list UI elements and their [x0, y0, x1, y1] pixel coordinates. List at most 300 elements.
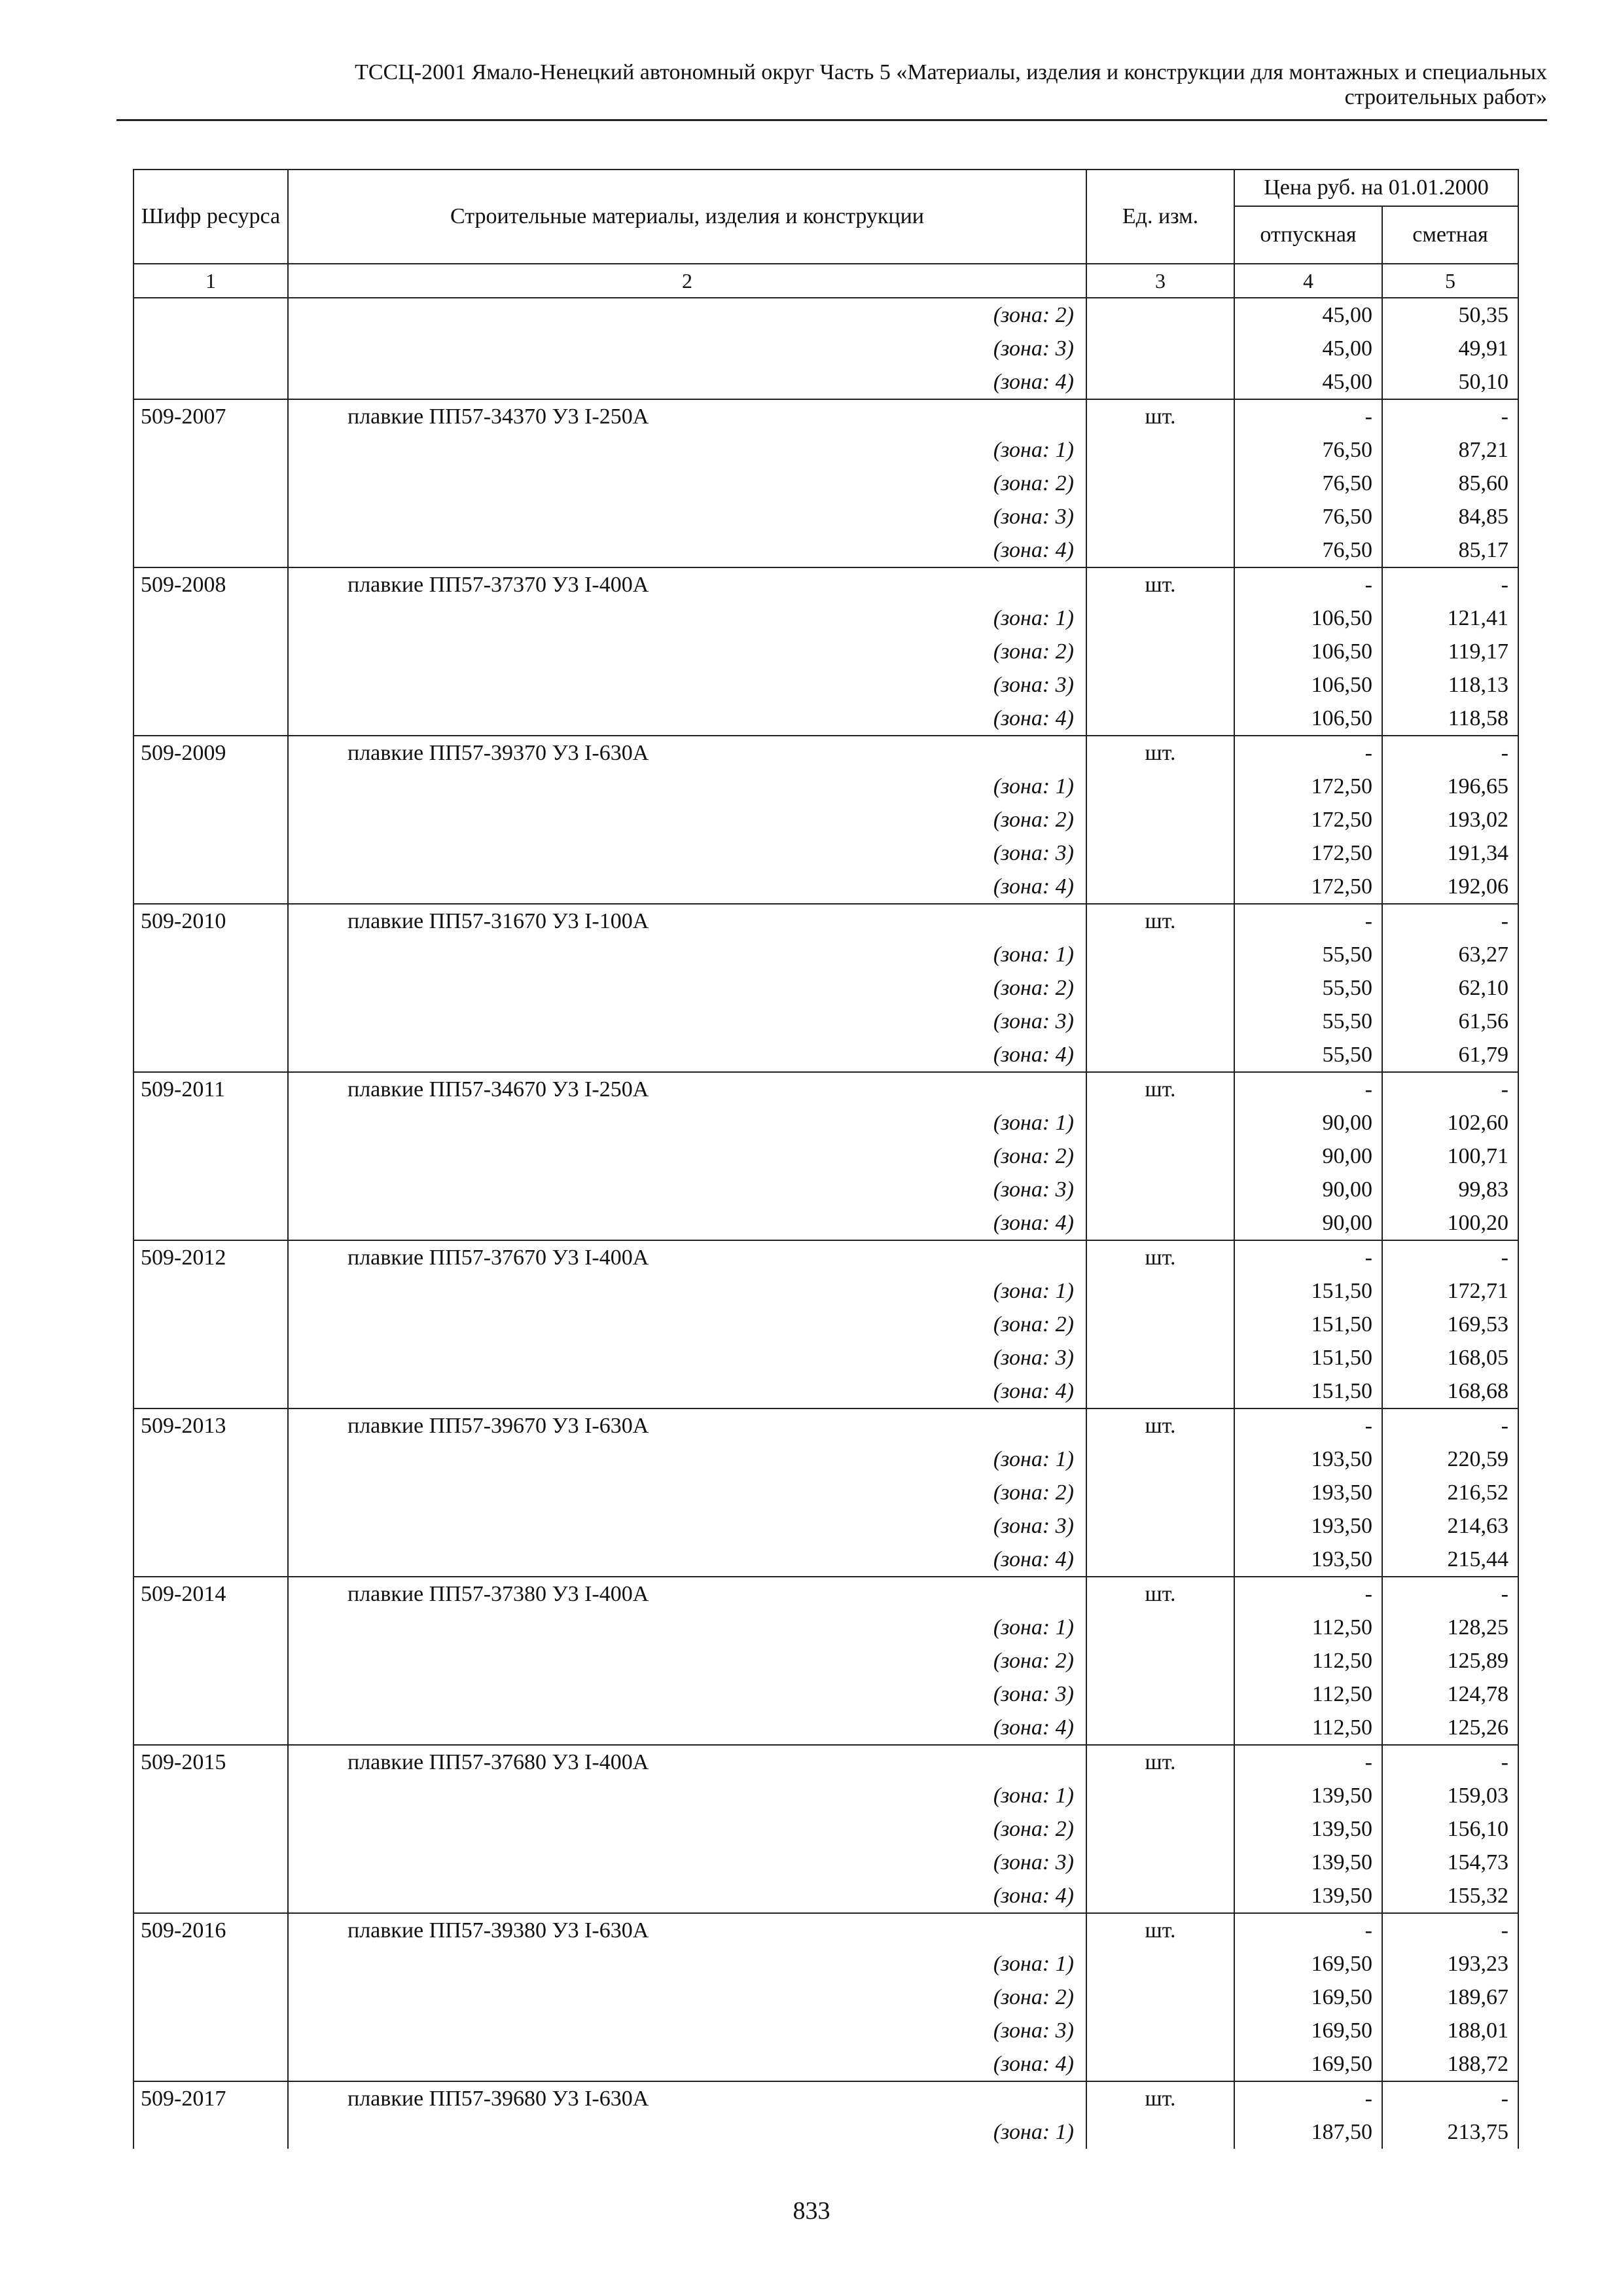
- cell-release-price: 76,50: [1234, 433, 1382, 467]
- table-row: [134, 1139, 1518, 1173]
- cell-code: [134, 1879, 288, 1913]
- cell-release-price: 169,50: [1234, 2014, 1382, 2047]
- cell-zone: (зона: 4): [288, 1038, 1086, 1072]
- cell-code: [134, 836, 288, 870]
- cell-zone: (зона: 3): [288, 1341, 1086, 1374]
- cell-estimate-price: 215,44: [1382, 1543, 1518, 1577]
- cell-estimate-price: -: [1382, 1408, 1518, 1443]
- table-body: [134, 298, 1518, 2149]
- table-row: [134, 668, 1518, 702]
- cell-name: плавкие ПП57-39680 У3 I-630А: [288, 2081, 1086, 2115]
- cell-unit: [1086, 1644, 1234, 1677]
- cell-estimate-price: 156,10: [1382, 1812, 1518, 1846]
- cell-code: 509-2010: [134, 904, 288, 938]
- cell-release-price: 112,50: [1234, 1611, 1382, 1644]
- table-row: [134, 1173, 1518, 1206]
- cell-estimate-price: 189,67: [1382, 1981, 1518, 2014]
- cell-estimate-price: -: [1382, 1072, 1518, 1106]
- table-row: [134, 567, 1518, 601]
- cell-zone: (зона: 1): [288, 1274, 1086, 1308]
- cell-code: [134, 467, 288, 500]
- cell-code: [134, 1981, 288, 2014]
- cell-zone: (зона: 4): [288, 1374, 1086, 1408]
- cell-zone: (зона: 2): [288, 1139, 1086, 1173]
- table-row: [134, 971, 1518, 1005]
- cell-unit: шт.: [1086, 736, 1234, 770]
- cell-unit: [1086, 1611, 1234, 1644]
- cell-release-price: 151,50: [1234, 1308, 1382, 1341]
- cell-unit: [1086, 533, 1234, 567]
- table-row: [134, 365, 1518, 399]
- cell-estimate-price: 188,01: [1382, 2014, 1518, 2047]
- cell-code: [134, 1644, 288, 1677]
- cell-zone: (зона: 2): [288, 1644, 1086, 1677]
- cell-unit: шт.: [1086, 1745, 1234, 1779]
- cell-estimate-price: -: [1382, 904, 1518, 938]
- cell-estimate-price: 168,05: [1382, 1341, 1518, 1374]
- table-row: [134, 1677, 1518, 1711]
- table-row: [134, 1240, 1518, 1274]
- table-row: [134, 635, 1518, 668]
- cell-code: [134, 702, 288, 736]
- table-row: [134, 870, 1518, 904]
- cell-code: [134, 332, 288, 365]
- cell-zone: (зона: 1): [288, 1443, 1086, 1476]
- cell-zone: (зона: 2): [288, 1981, 1086, 2014]
- table-row: [134, 2081, 1518, 2115]
- cell-estimate-price: 50,35: [1382, 298, 1518, 332]
- cell-release-price: 90,00: [1234, 1173, 1382, 1206]
- cell-zone: (зона: 2): [288, 1476, 1086, 1509]
- cell-estimate-price: 220,59: [1382, 1443, 1518, 1476]
- cell-zone: (зона: 2): [288, 1812, 1086, 1846]
- cell-release-price: 76,50: [1234, 500, 1382, 533]
- cell-unit: шт.: [1086, 399, 1234, 433]
- cell-code: 509-2016: [134, 1913, 288, 1947]
- cell-estimate-price: -: [1382, 2081, 1518, 2115]
- header-rule: [116, 119, 1547, 121]
- cell-unit: [1086, 1846, 1234, 1879]
- cell-code: 509-2017: [134, 2081, 288, 2115]
- cell-zone: (зона: 1): [288, 2115, 1086, 2149]
- cell-code: 509-2008: [134, 567, 288, 601]
- table-row: [134, 770, 1518, 803]
- col-header-estimate: сметная: [1382, 206, 1518, 264]
- table-row: [134, 1308, 1518, 1341]
- table-row: [134, 1408, 1518, 1443]
- table-row: [134, 1879, 1518, 1913]
- cell-estimate-price: 192,06: [1382, 870, 1518, 904]
- cell-release-price: 106,50: [1234, 702, 1382, 736]
- cell-zone: (зона: 1): [288, 1947, 1086, 1981]
- page-header: [116, 60, 1547, 110]
- cell-zone: (зона: 1): [288, 770, 1086, 803]
- cell-zone: (зона: 4): [288, 870, 1086, 904]
- table-row: [134, 2014, 1518, 2047]
- cell-estimate-price: 100,20: [1382, 1206, 1518, 1240]
- cell-unit: [1086, 635, 1234, 668]
- cell-release-price: -: [1234, 1408, 1382, 1443]
- col-number: 1: [134, 264, 288, 298]
- cell-zone: (зона: 1): [288, 1779, 1086, 1812]
- cell-code: [134, 1005, 288, 1038]
- cell-estimate-price: 61,56: [1382, 1005, 1518, 1038]
- cell-unit: [1086, 2115, 1234, 2149]
- cell-unit: шт.: [1086, 1408, 1234, 1443]
- cell-release-price: -: [1234, 904, 1382, 938]
- cell-unit: [1086, 1374, 1234, 1408]
- cell-code: 509-2013: [134, 1408, 288, 1443]
- cell-estimate-price: 159,03: [1382, 1779, 1518, 1812]
- cell-zone: (зона: 3): [288, 836, 1086, 870]
- table-row: [134, 2115, 1518, 2149]
- cell-release-price: 76,50: [1234, 467, 1382, 500]
- cell-code: [134, 635, 288, 668]
- table-row: [134, 1846, 1518, 1879]
- col-header-name: Строительные материалы, изделия и конструкции: [288, 170, 1086, 264]
- table-row: [134, 1981, 1518, 2014]
- cell-code: 509-2011: [134, 1072, 288, 1106]
- cell-code: [134, 770, 288, 803]
- col-number: 2: [288, 264, 1086, 298]
- cell-name: плавкие ПП57-37370 У3 I-400А: [288, 567, 1086, 601]
- cell-zone: (зона: 1): [288, 938, 1086, 971]
- cell-estimate-price: 213,75: [1382, 2115, 1518, 2149]
- cell-unit: [1086, 668, 1234, 702]
- cell-release-price: 55,50: [1234, 1005, 1382, 1038]
- cell-unit: [1086, 836, 1234, 870]
- table-row: [134, 938, 1518, 971]
- cell-code: 509-2009: [134, 736, 288, 770]
- cell-code: [134, 2115, 288, 2149]
- cell-code: [134, 1374, 288, 1408]
- cell-code: [134, 1274, 288, 1308]
- table-row: [134, 1476, 1518, 1509]
- table-row: [134, 1038, 1518, 1072]
- cell-zone: (зона: 4): [288, 533, 1086, 567]
- cell-code: [134, 1846, 288, 1879]
- cell-unit: [1086, 971, 1234, 1005]
- cell-code: [134, 500, 288, 533]
- cell-estimate-price: 193,02: [1382, 803, 1518, 836]
- cell-estimate-price: 119,17: [1382, 635, 1518, 668]
- cell-release-price: 45,00: [1234, 298, 1382, 332]
- col-header-unit: Ед. изм.: [1086, 170, 1234, 264]
- cell-unit: [1086, 938, 1234, 971]
- cell-unit: [1086, 1005, 1234, 1038]
- cell-name: плавкие ПП57-37380 У3 I-400А: [288, 1577, 1086, 1611]
- cell-release-price: 193,50: [1234, 1509, 1382, 1543]
- table-row: [134, 1543, 1518, 1577]
- table-row: [134, 332, 1518, 365]
- cell-estimate-price: 84,85: [1382, 500, 1518, 533]
- cell-name: плавкие ПП57-39670 У3 I-630А: [288, 1408, 1086, 1443]
- table-row: [134, 1745, 1518, 1779]
- cell-estimate-price: 168,68: [1382, 1374, 1518, 1408]
- cell-release-price: 90,00: [1234, 1139, 1382, 1173]
- cell-unit: [1086, 1106, 1234, 1139]
- cell-estimate-price: 196,65: [1382, 770, 1518, 803]
- cell-release-price: 172,50: [1234, 836, 1382, 870]
- table-row: [134, 803, 1518, 836]
- cell-estimate-price: 85,60: [1382, 467, 1518, 500]
- cell-zone: (зона: 2): [288, 298, 1086, 332]
- cell-code: [134, 1106, 288, 1139]
- cell-zone: (зона: 3): [288, 1173, 1086, 1206]
- cell-unit: [1086, 1812, 1234, 1846]
- cell-code: 509-2015: [134, 1745, 288, 1779]
- cell-estimate-price: 118,58: [1382, 702, 1518, 736]
- cell-estimate-price: 61,79: [1382, 1038, 1518, 1072]
- cell-estimate-price: -: [1382, 1240, 1518, 1274]
- cell-estimate-price: 99,83: [1382, 1173, 1518, 1206]
- cell-unit: [1086, 803, 1234, 836]
- cell-release-price: -: [1234, 1072, 1382, 1106]
- cell-code: [134, 365, 288, 399]
- table-row: [134, 702, 1518, 736]
- cell-zone: (зона: 2): [288, 467, 1086, 500]
- cell-estimate-price: 125,89: [1382, 1644, 1518, 1677]
- cell-release-price: -: [1234, 2081, 1382, 2115]
- cell-unit: [1086, 467, 1234, 500]
- cell-code: [134, 1206, 288, 1240]
- page-number: 833: [793, 2197, 830, 2225]
- col-header-code: Шифр ресурса: [134, 170, 288, 264]
- cell-release-price: 169,50: [1234, 2047, 1382, 2081]
- table-row: [134, 1577, 1518, 1611]
- cell-unit: [1086, 1711, 1234, 1745]
- cell-zone: (зона: 1): [288, 1611, 1086, 1644]
- col-header-price: Цена руб. на 01.01.2000: [1234, 170, 1518, 206]
- cell-unit: [1086, 601, 1234, 635]
- cell-unit: [1086, 332, 1234, 365]
- cell-zone: (зона: 4): [288, 1711, 1086, 1745]
- cell-unit: шт.: [1086, 1577, 1234, 1611]
- cell-code: [134, 1038, 288, 1072]
- cell-estimate-price: 125,26: [1382, 1711, 1518, 1745]
- cell-unit: [1086, 1476, 1234, 1509]
- header-line-2: строительных работ»: [1344, 85, 1547, 109]
- cell-zone: (зона: 4): [288, 1206, 1086, 1240]
- cell-code: [134, 1509, 288, 1543]
- table-row: [134, 399, 1518, 433]
- col-number: 3: [1086, 264, 1234, 298]
- cell-unit: [1086, 500, 1234, 533]
- cell-code: [134, 1711, 288, 1745]
- table-row: [134, 601, 1518, 635]
- cell-estimate-price: -: [1382, 567, 1518, 601]
- cell-code: [134, 1341, 288, 1374]
- cell-code: [134, 433, 288, 467]
- cell-estimate-price: 172,71: [1382, 1274, 1518, 1308]
- cell-estimate-price: 87,21: [1382, 433, 1518, 467]
- cell-code: 509-2007: [134, 399, 288, 433]
- table-row: [134, 500, 1518, 533]
- cell-release-price: -: [1234, 567, 1382, 601]
- cell-name: плавкие ПП57-37670 У3 I-400А: [288, 1240, 1086, 1274]
- cell-estimate-price: -: [1382, 736, 1518, 770]
- cell-code: [134, 870, 288, 904]
- table-row: [134, 736, 1518, 770]
- table-row: [134, 467, 1518, 500]
- table-row: [134, 1913, 1518, 1947]
- cell-name: плавкие ПП57-37680 У3 I-400А: [288, 1745, 1086, 1779]
- table-row: [134, 1711, 1518, 1745]
- cell-unit: [1086, 365, 1234, 399]
- header-line-1: ТССЦ-2001 Ямало-Ненецкий автономный округ Часть 5 «Материалы, изделия и конструкции для монтажных и специальных: [355, 60, 1547, 84]
- cell-release-price: 112,50: [1234, 1677, 1382, 1711]
- cell-zone: (зона: 3): [288, 668, 1086, 702]
- cell-zone: (зона: 4): [288, 2047, 1086, 2081]
- cell-release-price: 55,50: [1234, 938, 1382, 971]
- cell-release-price: 112,50: [1234, 1711, 1382, 1745]
- table-row: [134, 1005, 1518, 1038]
- table-row: [134, 298, 1518, 332]
- cell-unit: [1086, 1173, 1234, 1206]
- cell-release-price: 55,50: [1234, 971, 1382, 1005]
- cell-estimate-price: 154,73: [1382, 1846, 1518, 1879]
- cell-release-price: 45,00: [1234, 365, 1382, 399]
- cell-estimate-price: 85,17: [1382, 533, 1518, 567]
- table-row: [134, 1374, 1518, 1408]
- cell-name: плавкие ПП57-39370 У3 I-630А: [288, 736, 1086, 770]
- cell-unit: [1086, 1308, 1234, 1341]
- cell-estimate-price: 49,91: [1382, 332, 1518, 365]
- cell-unit: [1086, 1274, 1234, 1308]
- cell-release-price: 151,50: [1234, 1341, 1382, 1374]
- cell-code: [134, 1812, 288, 1846]
- cell-code: [134, 2047, 288, 2081]
- cell-unit: [1086, 1509, 1234, 1543]
- cell-unit: [1086, 1443, 1234, 1476]
- cell-release-price: 151,50: [1234, 1374, 1382, 1408]
- cell-release-price: -: [1234, 1577, 1382, 1611]
- cell-name: плавкие ПП57-39380 У3 I-630А: [288, 1913, 1086, 1947]
- price-table: [133, 169, 1519, 2149]
- cell-code: [134, 1308, 288, 1341]
- cell-unit: [1086, 1879, 1234, 1913]
- cell-zone: (зона: 3): [288, 1677, 1086, 1711]
- cell-unit: [1086, 770, 1234, 803]
- cell-zone: (зона: 4): [288, 702, 1086, 736]
- cell-unit: [1086, 1779, 1234, 1812]
- cell-unit: шт.: [1086, 1072, 1234, 1106]
- table-row: [134, 1206, 1518, 1240]
- col-header-release: отпускная: [1234, 206, 1382, 264]
- cell-code: [134, 1139, 288, 1173]
- table-row: [134, 1443, 1518, 1476]
- cell-release-price: -: [1234, 1913, 1382, 1947]
- cell-zone: (зона: 4): [288, 1879, 1086, 1913]
- cell-release-price: 76,50: [1234, 533, 1382, 567]
- cell-unit: [1086, 2047, 1234, 2081]
- cell-unit: [1086, 702, 1234, 736]
- table-row: [134, 1341, 1518, 1374]
- cell-release-price: 187,50: [1234, 2115, 1382, 2149]
- cell-code: [134, 298, 288, 332]
- cell-zone: (зона: 2): [288, 971, 1086, 1005]
- cell-code: [134, 1611, 288, 1644]
- cell-name: плавкие ПП57-31670 У3 I-100А: [288, 904, 1086, 938]
- table-row: [134, 1947, 1518, 1981]
- table-row: [134, 533, 1518, 567]
- cell-unit: [1086, 1341, 1234, 1374]
- cell-estimate-price: 191,34: [1382, 836, 1518, 870]
- cell-release-price: 112,50: [1234, 1644, 1382, 1677]
- cell-unit: [1086, 1981, 1234, 2014]
- cell-zone: (зона: 3): [288, 2014, 1086, 2047]
- col-number: 4: [1234, 264, 1382, 298]
- cell-estimate-price: 128,25: [1382, 1611, 1518, 1644]
- cell-estimate-price: -: [1382, 1913, 1518, 1947]
- cell-estimate-price: 188,72: [1382, 2047, 1518, 2081]
- cell-release-price: -: [1234, 1240, 1382, 1274]
- cell-code: 509-2012: [134, 1240, 288, 1274]
- cell-estimate-price: 193,23: [1382, 1947, 1518, 1981]
- cell-release-price: 106,50: [1234, 635, 1382, 668]
- cell-estimate-price: 102,60: [1382, 1106, 1518, 1139]
- cell-unit: [1086, 1677, 1234, 1711]
- cell-release-price: 172,50: [1234, 770, 1382, 803]
- cell-code: [134, 1947, 288, 1981]
- cell-code: [134, 601, 288, 635]
- cell-unit: [1086, 1206, 1234, 1240]
- cell-zone: (зона: 3): [288, 1509, 1086, 1543]
- cell-zone: (зона: 3): [288, 1005, 1086, 1038]
- cell-unit: [1086, 1543, 1234, 1577]
- cell-zone: (зона: 3): [288, 332, 1086, 365]
- cell-code: [134, 1443, 288, 1476]
- cell-unit: [1086, 1038, 1234, 1072]
- cell-release-price: -: [1234, 1745, 1382, 1779]
- cell-estimate-price: 62,10: [1382, 971, 1518, 1005]
- cell-release-price: 193,50: [1234, 1476, 1382, 1509]
- cell-estimate-price: -: [1382, 1577, 1518, 1611]
- cell-release-price: 172,50: [1234, 803, 1382, 836]
- cell-unit: [1086, 298, 1234, 332]
- table-row: [134, 1106, 1518, 1139]
- cell-unit: [1086, 433, 1234, 467]
- cell-release-price: -: [1234, 736, 1382, 770]
- cell-release-price: 169,50: [1234, 1981, 1382, 2014]
- cell-unit: шт.: [1086, 1913, 1234, 1947]
- cell-zone: (зона: 1): [288, 601, 1086, 635]
- cell-zone: (зона: 2): [288, 635, 1086, 668]
- col-number: 5: [1382, 264, 1518, 298]
- cell-release-price: 151,50: [1234, 1274, 1382, 1308]
- cell-release-price: 45,00: [1234, 332, 1382, 365]
- cell-code: [134, 668, 288, 702]
- cell-estimate-price: 169,53: [1382, 1308, 1518, 1341]
- table-row: [134, 1072, 1518, 1106]
- cell-unit: шт.: [1086, 904, 1234, 938]
- cell-zone: (зона: 1): [288, 433, 1086, 467]
- cell-release-price: 55,50: [1234, 1038, 1382, 1072]
- cell-estimate-price: 124,78: [1382, 1677, 1518, 1711]
- cell-release-price: 139,50: [1234, 1779, 1382, 1812]
- cell-estimate-price: 50,10: [1382, 365, 1518, 399]
- cell-code: [134, 938, 288, 971]
- cell-estimate-price: 214,63: [1382, 1509, 1518, 1543]
- cell-code: [134, 1173, 288, 1206]
- cell-zone: (зона: 2): [288, 803, 1086, 836]
- table-row: [134, 433, 1518, 467]
- cell-unit: [1086, 1947, 1234, 1981]
- cell-unit: шт.: [1086, 1240, 1234, 1274]
- table-row: [134, 904, 1518, 938]
- cell-code: [134, 971, 288, 1005]
- cell-release-price: 106,50: [1234, 601, 1382, 635]
